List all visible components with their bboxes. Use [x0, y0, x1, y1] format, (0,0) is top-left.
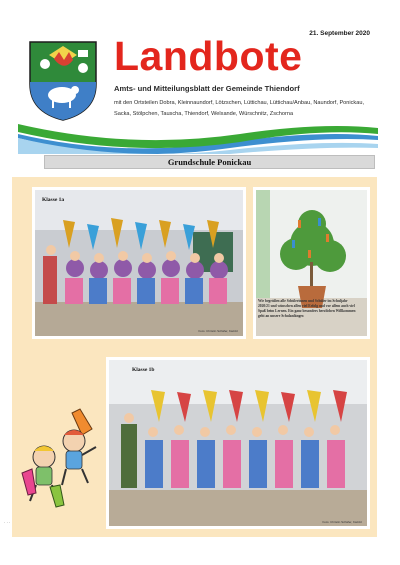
class-photo-1a [32, 187, 246, 339]
photo-credit: Foto: Christin Schäfer, Kiebitz [198, 329, 238, 333]
issue-date: 21. September 2020 [309, 30, 370, 37]
class-group-image [35, 190, 243, 336]
cartoon-children-illustration [20, 399, 102, 511]
class-group-image [109, 360, 367, 526]
photo-credit: Foto: Christin Schäfer, Kiebitz [322, 520, 362, 524]
newspaper-subtitle: Amts- und Mitteilungsblatt der Gemeinde Thiendorf [114, 84, 300, 93]
welcome-note: Wir begrüßen alle Schülerinnen und Schüler im Schuljahr 2020/21 und wünschen allen viel Erfolg und vor allem auch viel Spaß beim Lernen. Ein ganz besonders herzlichen Willkommen geht an unsere Schulanfänger. [258, 299, 356, 318]
section-heading: Grundschule Ponickau [44, 155, 375, 169]
newspaper-title: Landbote [114, 33, 303, 79]
photo-panel [12, 177, 377, 537]
class-photo-1b [106, 357, 370, 529]
towns-list: mit den Ortsteilen Dobra, Kleinnaundorf, Lötzschen, Lüttichau, Lüttichau/Anbau, Naundorf, Ponickau, Sacka, Stölpchen, Tauscha, Thiendorf, Welxande, Würschnitz, Zschorna [114, 100, 365, 117]
photo-caption: Klasse 1a [42, 197, 65, 203]
photo-caption: Klasse 1b [132, 367, 155, 373]
margin-marks: · · · [4, 520, 11, 525]
header-wave-decoration [0, 106, 400, 154]
plant-photo [253, 187, 370, 339]
